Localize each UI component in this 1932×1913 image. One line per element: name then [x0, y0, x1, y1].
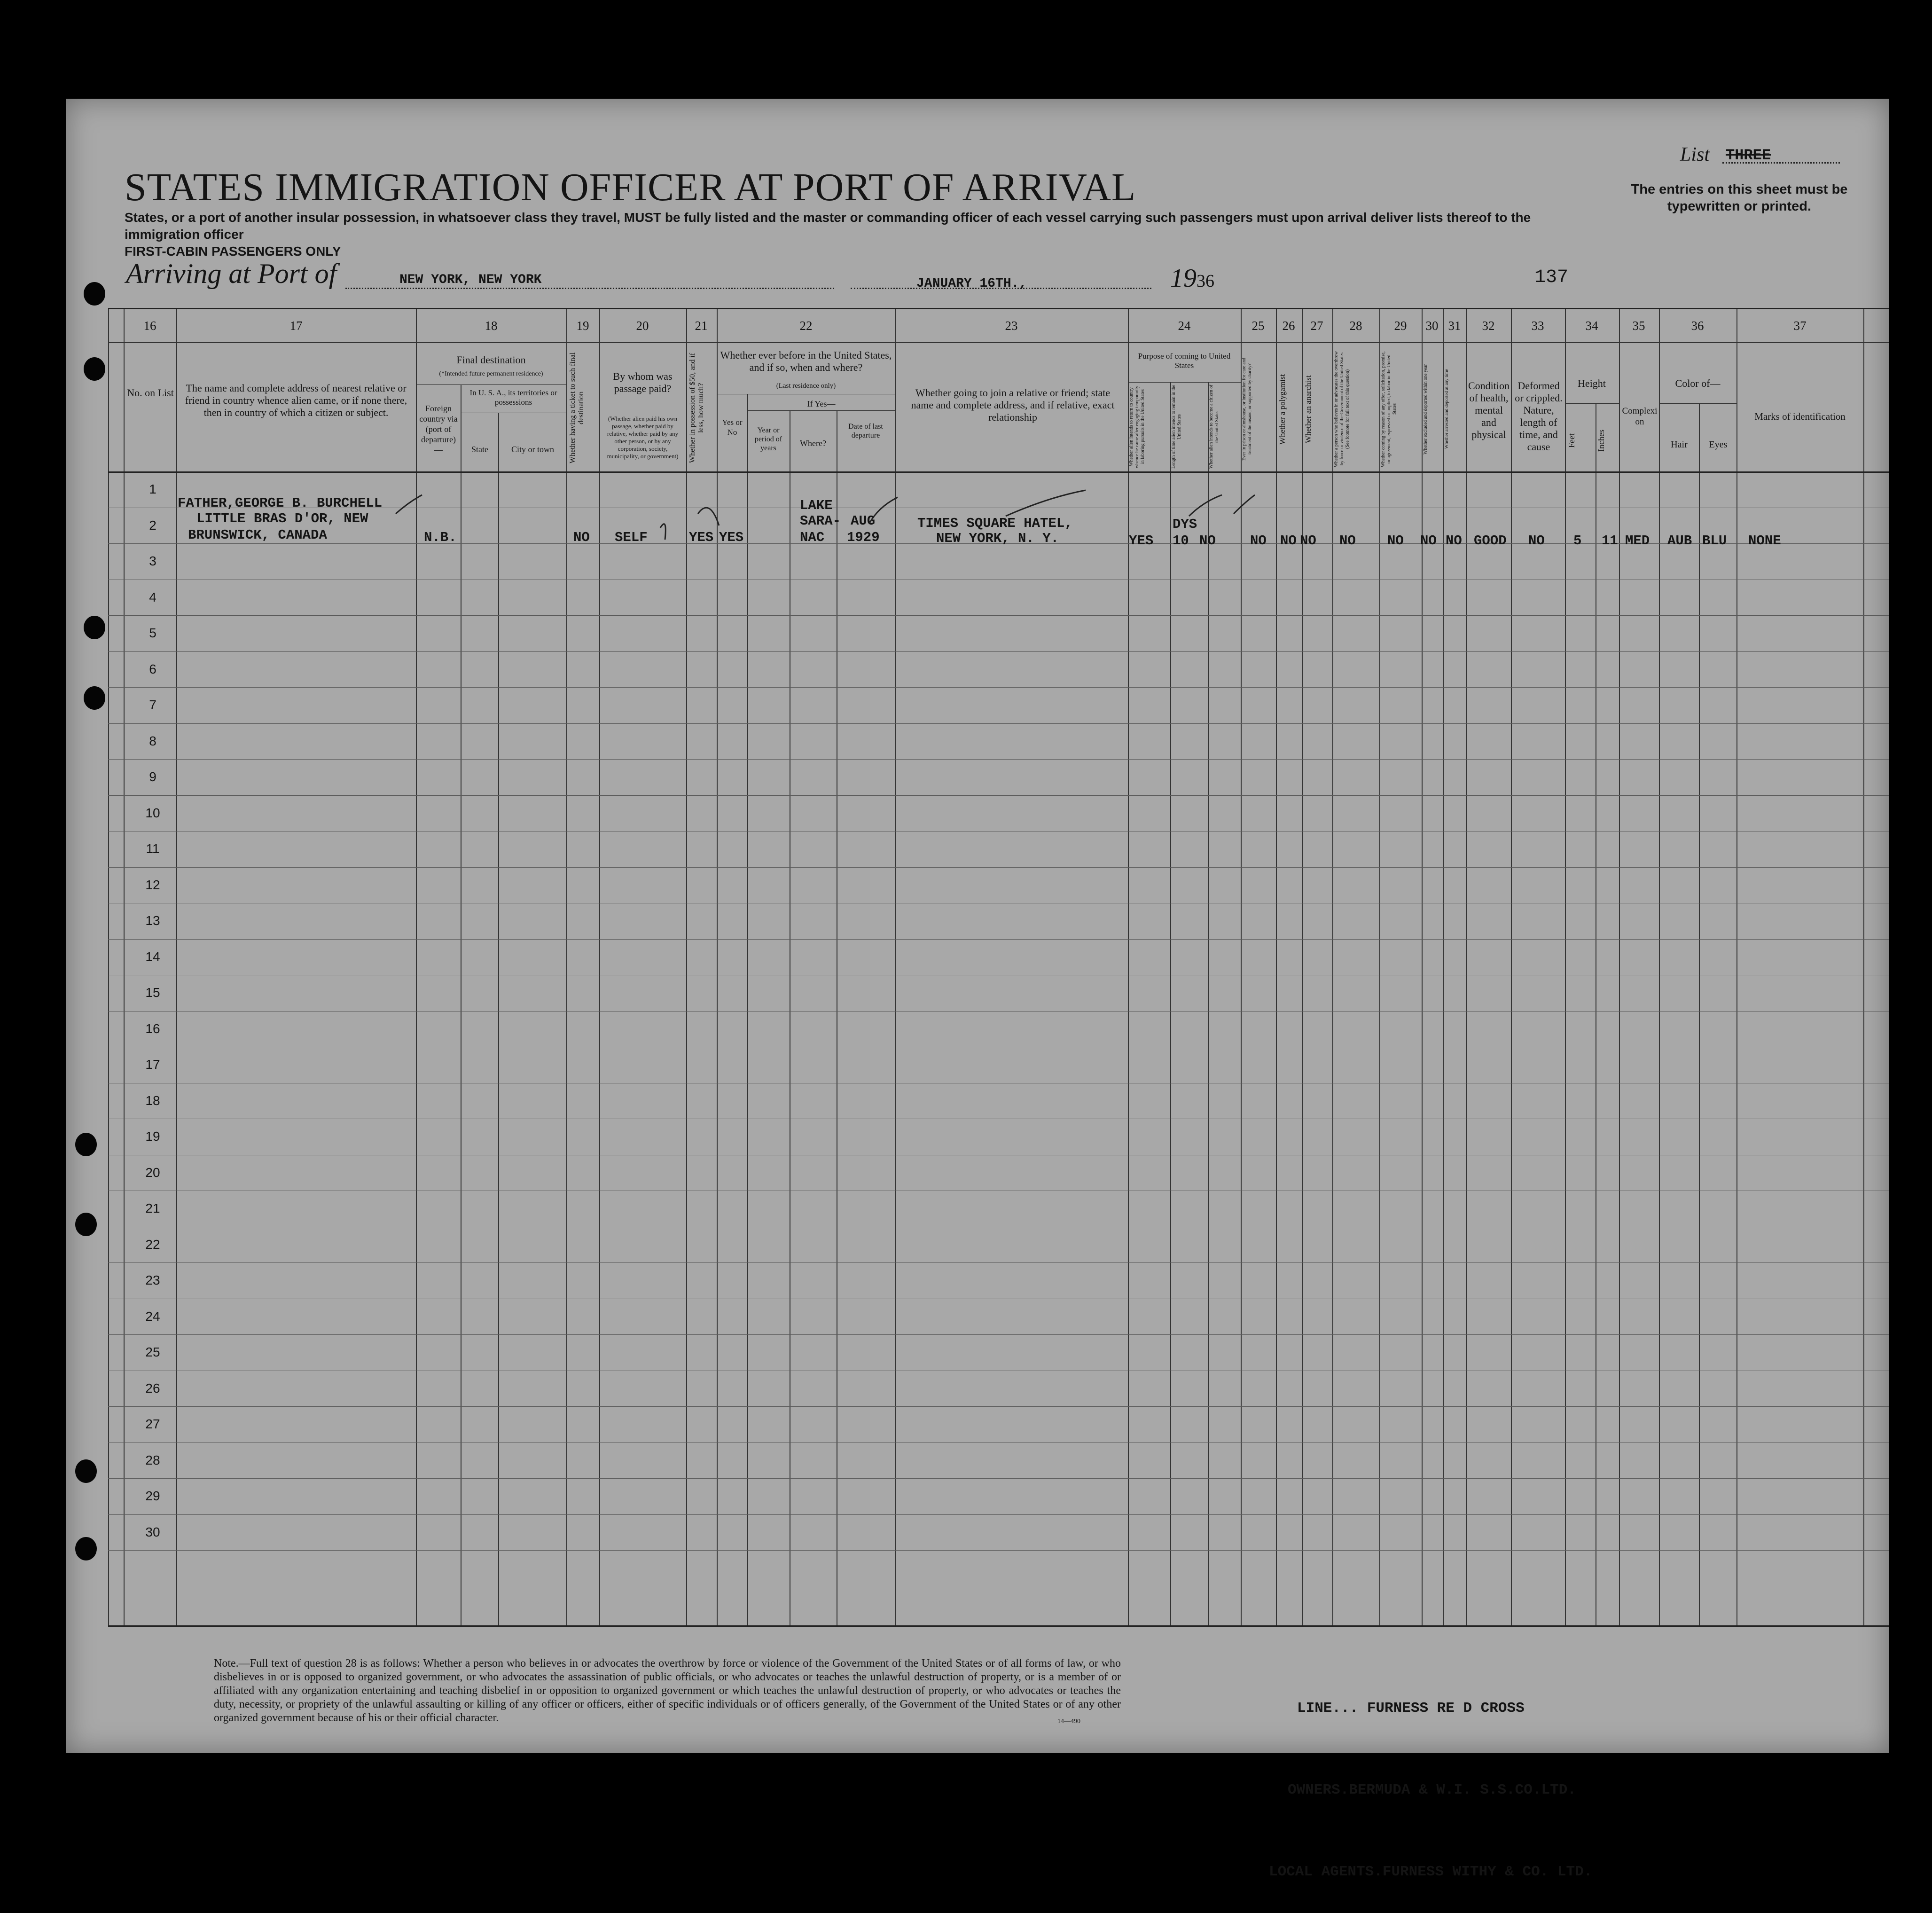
eyes-value: BLU — [1702, 533, 1727, 549]
port-dotted-line — [345, 288, 834, 289]
date-line-1: AUG — [851, 513, 876, 529]
polygamist-value: NO — [1280, 533, 1297, 549]
header-health: Condition of health, mental and physical — [1468, 380, 1510, 440]
row-number: 16 — [145, 1021, 160, 1036]
health-value: GOOD — [1474, 533, 1507, 549]
check-stroke — [396, 495, 422, 514]
col-number: 32 — [1482, 319, 1495, 333]
header-ever-before-sub: (Last residence only) — [776, 382, 836, 390]
row-number: 15 — [145, 985, 160, 1000]
header-arrested: Whether arrested and deported at any time — [1444, 369, 1449, 449]
row-number: 5 — [149, 626, 156, 640]
col-number: 19 — [576, 319, 589, 333]
col-number: 30 — [1425, 319, 1439, 333]
header-feet: Feet — [1567, 433, 1576, 448]
relative-line-1: FATHER,GEORGE B. BURCHELL — [178, 495, 383, 511]
feet-value: 5 — [1573, 533, 1582, 549]
binder-hole — [75, 1459, 97, 1483]
check-stroke — [1234, 495, 1255, 514]
year-suffix: 36 — [1197, 271, 1214, 291]
row-number: 1 — [149, 482, 156, 496]
header-complexion: Complexion — [1622, 406, 1658, 427]
row-line — [108, 759, 1889, 760]
row-line — [108, 1334, 1889, 1335]
row-number: 24 — [145, 1309, 160, 1324]
row-number: 12 — [145, 877, 160, 892]
row-line — [108, 651, 1889, 652]
col-number: 24 — [1178, 319, 1191, 333]
col-number: 37 — [1793, 319, 1807, 333]
row-number: 4 — [149, 589, 156, 604]
col-number: 20 — [636, 319, 649, 333]
hair-value: AUB — [1667, 533, 1692, 549]
col-number: 16 — [143, 319, 156, 333]
header-ever-before: Whether ever before in the United States, and if so, when and where? — [720, 349, 892, 373]
form-number: 14—490 — [1057, 1718, 1080, 1725]
binder-hole — [84, 357, 105, 381]
col-line — [498, 413, 499, 1625]
row-number: 30 — [145, 1524, 160, 1539]
header-in-usa: In U. S. A., its territories or possessions — [469, 388, 557, 407]
header-date-departure: Date of last departure — [848, 423, 883, 439]
row-line — [108, 1550, 1889, 1551]
header-height: Height — [1578, 377, 1606, 389]
form-title: STATES IMMIGRATION OFFICER AT PORT OF ARRIVAL — [125, 165, 1136, 209]
intro-line-1: States, or a port of another insular possession, in whatsoever class they travel, MUST be fully listed and the master or commanding officer of each vessel carrying such passengers must upon arrival deliver lists thereof to the immigration officer — [125, 210, 1531, 242]
header-overthrow: Whether a person who believes in or advocates the overthrow by force or violence of the Government of the United States (See footnote for full text of this question) — [1334, 351, 1350, 467]
owners: OWNERS.BERMUDA & W.I. S.S.CO.LTD. — [1288, 1782, 1576, 1798]
header-no-on-list: No. on List — [127, 387, 174, 399]
labor-offer-value: NO — [1387, 533, 1404, 549]
handwritten-strokes — [108, 469, 1889, 563]
purpose-return-value: YES — [1129, 533, 1154, 549]
list-value: THREE — [1726, 147, 1771, 164]
header-deformed: Deformed or crippled. Nature, length of time, and cause — [1515, 380, 1563, 453]
marks-value: NONE — [1748, 533, 1781, 549]
header-excluded: Whether excluded and deported within one year — [1423, 364, 1428, 455]
header-fifty-dollars: Whether in possession of $50, and if less, how much? — [688, 353, 705, 463]
line-name: LINE... FURNESS RE D CROSS — [1297, 1700, 1525, 1717]
header-ticket: Whether having a ticket to such final destination — [569, 352, 585, 464]
typewritten-instruction: The entries on this sheet must be typewritten or printed. — [1631, 182, 1848, 214]
sub-line — [1659, 403, 1736, 404]
row-number: 9 — [149, 769, 156, 784]
complexion-value: MED — [1625, 533, 1650, 549]
arrested-value: NO — [1446, 533, 1462, 549]
year-prefix: 19 — [1170, 264, 1197, 293]
where-line-2: SARA- — [800, 513, 841, 529]
header-foreign-country: Foreign country via (port of departure)— — [419, 404, 458, 455]
row-line — [108, 1478, 1889, 1479]
col-number: 26 — [1282, 319, 1295, 333]
col-number: 31 — [1448, 319, 1461, 333]
row-number: 29 — [145, 1489, 160, 1503]
citizen-value: NO — [1199, 533, 1216, 549]
row-number: 8 — [149, 733, 156, 748]
col-number: 34 — [1585, 319, 1598, 333]
foreign-country-value: N.B. — [424, 530, 457, 545]
col-number: 22 — [799, 319, 813, 333]
manifest-table — [108, 308, 1889, 1625]
binder-hole — [75, 1133, 97, 1156]
row-number: 10 — [145, 805, 160, 820]
row-number: 26 — [145, 1380, 160, 1396]
row-number: 20 — [145, 1165, 160, 1180]
header-purpose-citizen: Whether alien intends to become a citizen of the United States — [1209, 384, 1220, 469]
header-color-of: Color of— — [1675, 377, 1721, 389]
where-line-3: NAC — [800, 530, 825, 545]
row-number: 3 — [149, 554, 156, 568]
header-yes-no: Yes or No — [722, 418, 743, 437]
row-line — [108, 1514, 1889, 1515]
col-number: 35 — [1632, 319, 1645, 333]
where-line-1: LAKE — [800, 498, 833, 513]
sub-line — [416, 384, 566, 385]
intro-text — [125, 209, 1558, 260]
header-state: State — [471, 445, 488, 454]
row-line — [108, 1406, 1889, 1407]
row-line — [108, 867, 1889, 868]
col-number: 27 — [1310, 319, 1323, 333]
before-yes-no-value: YES — [719, 530, 744, 545]
header-final-destination-sub: (*Intended future permanent residence) — [439, 370, 543, 377]
header-anarchist: Whether an anarchist — [1304, 375, 1313, 443]
row-number: 18 — [145, 1093, 160, 1108]
row-number: 22 — [145, 1237, 160, 1252]
row-number: 21 — [145, 1201, 160, 1215]
header-join-relative: Whether going to join a relative or friend; state name and complete address, and if relative, exact relationship — [911, 387, 1115, 423]
check-stroke — [698, 508, 719, 525]
row-number: 11 — [146, 841, 160, 856]
col-number: 33 — [1531, 319, 1544, 333]
header-purpose: Purpose of coming to United States — [1138, 352, 1231, 370]
join-line-1: TIMES SQUARE HATEL, — [917, 516, 1073, 531]
relative-line-2: LITTLE BRAS D'OR, NEW — [196, 511, 368, 526]
excluded-value: NO — [1420, 533, 1437, 549]
length-line-1: DYS — [1173, 517, 1197, 532]
check-stroke — [660, 524, 665, 540]
header-final-destination: Final destination — [456, 354, 526, 366]
inches-value: 11 — [1602, 533, 1618, 549]
col-number: 21 — [695, 319, 708, 333]
row-number: 7 — [149, 698, 156, 712]
col-number: 28 — [1349, 319, 1362, 333]
intro-line-2: FIRST-CABIN PASSENGERS ONLY — [125, 244, 341, 259]
year-value — [1170, 263, 1214, 293]
row-number: 27 — [145, 1417, 160, 1431]
shipping-line-info — [1269, 1640, 1592, 1913]
arriving-label: Arriving at Port of — [126, 258, 337, 289]
col-line — [747, 394, 748, 1625]
header-city: City or town — [511, 445, 554, 454]
header-prison: Ever in prison or almshouse, or institution for care and treatment of the insane, or supported by charity? — [1242, 358, 1252, 461]
header-if-yes: If Yes— — [807, 399, 836, 408]
col-line — [1170, 382, 1171, 1625]
overthrow-value: NO — [1339, 533, 1356, 549]
header-hair: Hair — [1671, 439, 1688, 450]
col-number: 36 — [1691, 319, 1704, 333]
date-value: JANUARY 16TH., — [916, 276, 1027, 291]
col-number: 23 — [1005, 319, 1018, 333]
list-underline — [1722, 162, 1840, 164]
join-line-2: NEW YORK, N. Y. — [936, 531, 1059, 546]
check-stroke — [1189, 495, 1222, 516]
check-stroke — [1006, 490, 1086, 516]
binder-hole — [84, 616, 105, 639]
row-number: 17 — [145, 1057, 160, 1072]
header-where: Where? — [800, 439, 826, 448]
row-line — [108, 1262, 1889, 1263]
header-inches: Inches — [1596, 430, 1606, 452]
row-line — [108, 687, 1889, 688]
header-marks: Marks of identification — [1754, 411, 1846, 422]
header-line — [108, 342, 1889, 343]
col-number: 17 — [289, 319, 303, 333]
col-number: 18 — [485, 319, 498, 333]
date-line-2: 1929 — [847, 530, 880, 545]
binder-hole — [75, 1537, 97, 1560]
header-year-period: Year or period of years — [754, 426, 782, 452]
header-passage-paid: By whom was passage paid? — [613, 370, 673, 394]
ticket-value: NO — [573, 530, 590, 545]
header-purpose-length: Length of time alien intends to remain in the United States — [1171, 384, 1182, 469]
binder-hole — [84, 686, 105, 710]
row-number: 14 — [145, 949, 160, 964]
col-line — [1208, 382, 1209, 1625]
row-number: 25 — [145, 1345, 160, 1359]
local-agents: LOCAL AGENTS.FURNESS WITHY & CO. LTD. — [1269, 1864, 1593, 1880]
prison-value: NO — [1250, 533, 1267, 549]
passage-paid-value: SELF — [615, 530, 648, 545]
deformed-value: NO — [1528, 533, 1545, 549]
sub-line — [1565, 403, 1619, 404]
sub-line — [747, 410, 895, 411]
row-number: 13 — [145, 913, 160, 928]
header-nearest-relative: The name and complete address of nearest relative or friend in country whence alien came, or if none there, then in country of which a citizen or subject. — [185, 382, 407, 418]
footnote: Note.—Full text of question 28 is as follows: Whether a person who believes in or advocates the overthrow by force or violence of the Government of the United States or of all forms of law, or who disbelieves in or is opposed to organized government, or who advocates the assassination of public officials, or who advocates or teaches the unlawful destruction of property, or is a member of or affiliated with any organization entertaining and teaching disbelief in or opposition to organized government or which teaches the unlawful destruction of property, or who advocates or teaches the duty, necessity, or propriety of the unlawful assaulting or killing of any officer or officers, either of specific individuals or of officers generally, of the Government of the United States or of any other organized government because of his or their official character. — [214, 1657, 1121, 1724]
row-number: 6 — [149, 661, 156, 676]
header-eyes: Eyes — [1709, 439, 1728, 450]
anarchist-value: NO — [1300, 533, 1316, 549]
row-number: 23 — [145, 1273, 160, 1287]
fifty-dollars-value: YES — [689, 530, 714, 545]
length-line-2: 10 — [1173, 533, 1189, 549]
row-number: 19 — [145, 1129, 160, 1144]
row-line — [108, 615, 1889, 616]
col-number: 29 — [1394, 319, 1407, 333]
port-value: NEW YORK, NEW YORK — [399, 273, 542, 287]
list-label: List — [1680, 144, 1710, 165]
row-number: 28 — [145, 1452, 160, 1467]
row-number: 2 — [149, 517, 156, 533]
header-labor-offer: Whether coming by reason of any offer, solicitation, promise, or agreement, expressed or implied, to labor in the United States — [1381, 351, 1397, 467]
relative-line-3: BRUNSWICK, CANADA — [188, 527, 327, 543]
row-line — [108, 939, 1889, 940]
header-polygamist: Whether a polygamist — [1278, 374, 1287, 445]
binder-hole — [84, 282, 105, 306]
header-passage-paid-sub: (Whether alien paid his own passage, whether paid by relative, whether paid by any other person, or by any corporation, society, municipality, or government) — [607, 415, 679, 460]
sub-line — [1128, 382, 1241, 383]
table-bottom-line — [108, 1625, 1889, 1627]
binder-hole — [75, 1213, 97, 1236]
row-line — [108, 795, 1889, 796]
col-number: 25 — [1251, 319, 1265, 333]
row-line — [108, 723, 1889, 724]
header-purpose-return: Whether alien intends to return to country whence he came after engaging temporarily in laboring pursuits in the United States — [1129, 385, 1145, 468]
page-number: 137 — [1534, 267, 1569, 288]
check-stroke — [869, 497, 898, 523]
